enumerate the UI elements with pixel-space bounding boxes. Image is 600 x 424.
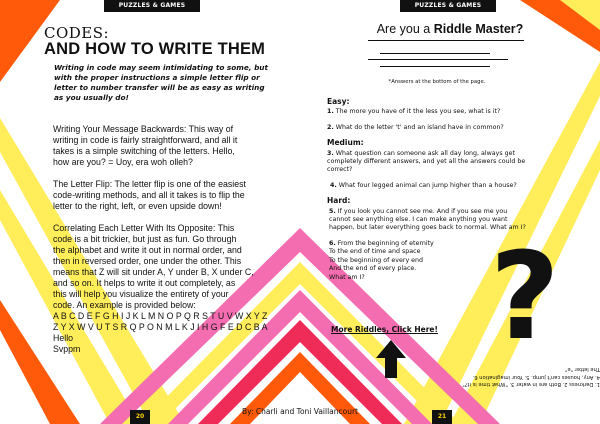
riddle-3 [327,150,559,175]
body-line: Writing Your Message Backwards: This way of [53,124,234,134]
riddle-text: To the end of time and space [329,248,421,256]
decor-line-2 [368,59,508,60]
decor-line-3 [380,66,490,67]
example-encoded: Svppm [53,344,81,354]
body-line: how are you? = Uoy, era woh olleh? [53,157,193,167]
riddle-4 [330,182,559,190]
riddle-number: 3. [327,149,334,157]
body-line: letter to the right, left, or even upside down! [53,201,222,211]
riddle-title-prefix: Are you a [376,22,434,36]
section-tab-right: PUZZLES & GAMES [400,0,496,12]
codes-title-line2: AND HOW TO WRITE THEM [44,40,266,58]
riddle-number: 1. [327,108,334,116]
riddle-title-bold: Riddle Master? [433,22,524,36]
riddle-text: happen, but later everything goes back to normal. What am I? [329,224,526,232]
intro-line: Writing in code may seem intimidating to some, but [54,63,268,72]
section-medium: Medium: [327,138,364,148]
title-underline [368,40,524,41]
riddle-text: From the beginning of eternity [337,239,434,247]
riddle-text: What four legged animal can jump higher than a house? [338,181,517,189]
answer-line: The letter "e" [565,366,600,373]
body-line [53,168,285,179]
body-line: code-writing methods, and all it takes is to flip the [53,190,245,200]
decor-line-1 [380,53,490,54]
section-hard: Hard: [327,196,351,206]
riddle-number: 4. [330,181,337,189]
body-line: writing in code is fairly straightforward, and all it [53,135,238,145]
riddle-text: correct? [327,166,353,174]
author-byline: By: Charli and Toni Vaillancourt [241,407,358,416]
answers-upside-down [440,365,600,387]
riddle-text: What question can someone ask all day long, always get [335,149,516,157]
question-mark-icon: ? [490,228,560,367]
answer-line: 1. Darkness 2. Both are in water 3. "What time is it?" [462,381,600,388]
section-tab-left: PUZZLES & GAMES [104,0,200,12]
body-line: and so on. It helps to write it out completely, as [53,278,236,288]
riddle-text: completely different answers, and yet all the answers could be [327,158,526,166]
riddle-number: 6. [329,239,336,247]
body-line: code is a bit trickier, but just as fun. Go through [53,234,237,244]
alphabet-forward: A B C D E F G H I J K L M N O P Q R S T U V W X Y Z [53,311,268,321]
page-number-left: 20 [130,410,150,424]
riddle-number: 2. [327,123,334,131]
body-line: means that Z will sit under A, Y under B, X under C, [53,267,254,277]
riddle-text: The more you have of it the less you see, what is it? [335,108,501,116]
answer-line: 4. Any, houses can't jump. 5. Your imagination 6. [472,373,600,380]
intro-line: letter to number transfer will be as easy as writing [54,83,265,92]
riddle-2 [327,124,559,132]
body-line: Correlating Each Letter With Its Opposite: This [53,223,235,233]
body-line: then in reversed order, one under the other. This [53,256,242,266]
body-line [53,212,285,223]
body-line: The Letter Flip: The letter flip is one of the easiest [53,179,246,189]
codes-title-line1: CODES: [44,24,110,42]
alphabet-reversed: Z Y X W V U T S R Q P O N M L K J I H G F E D C B A [53,322,268,332]
answers-note: *Answers at the bottom of the page. [388,79,486,85]
body-line: the alphabet and write it out in normal order, and [53,245,242,255]
example-plain: Hello [53,333,74,343]
riddle-text: cannot see anything else. I can make anything you want [329,216,508,224]
up-arrow-icon [376,340,406,378]
more-riddles-link[interactable]: More Riddles, Click Here! [331,325,438,334]
riddle-text: If you look you cannot see me. And if you see me you [337,207,508,215]
codes-intro [54,63,272,103]
riddle-1 [327,108,559,116]
body-line: this will help you visualize the entirety of your [53,289,229,299]
riddle-text: What am I? [329,273,365,281]
riddle-text: What do the letter 't' and an island have in common? [335,123,504,131]
riddle-text: And the end of every place. [329,265,417,273]
body-line: takes is a simple switching of the letters. Hello, [53,146,235,156]
riddle-text: To the beginning of every end [329,256,424,264]
riddle-number: 5. [329,207,336,215]
section-easy: Easy: [327,97,350,106]
riddle-title [370,22,530,36]
intro-line: as you usually do! [54,93,129,102]
body-line: code. An example is provided below: [53,300,196,310]
page-number-right: 21 [432,410,452,424]
codes-body [53,124,285,355]
intro-line: with the proper instructions a simple letter flip or [54,73,260,82]
